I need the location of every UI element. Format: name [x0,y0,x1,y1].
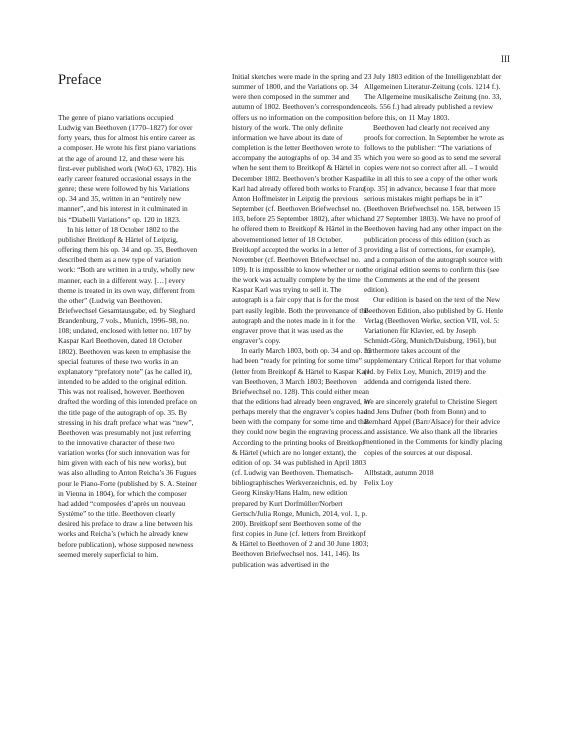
paragraph: Our edition is based on the text of the New Beethoven Edition, also published by G. Henle Verlag (Beethoven Werke, section VII, vol. 5: Variationen für Klavier, ed. by Joseph Schmidt-Görg, Munich/Duisburg, 1961), but furthermore takes account of the supplementary Critical Report for that volume (ed. by Felix Loy, Munich, 2019) and the addenda and corrigenda listed there. [364,295,504,386]
paragraph: The genre of piano variations occupied Ludwig van Beethoven (1770–1827) for over forty years, thus for almost his entire career as a composer. He wrote his first piano variations at the age of around 12, and these were his first-ever published work (WoO 63, 1782). His early career featured occasional essays in the genre; these were followed by his Variations op. 34 and 35, written in an “entirely new manner”, and his interest in it culminated in his “Diabelli Variations” op. 120 in 1823. [58,113,197,224]
column-2 [232,72,372,570]
column-2-paragraphs [232,72,372,570]
paragraph-gap [364,387,504,397]
paragraph: Felix Loy [364,477,393,487]
paragraph: Beethoven had clearly not received any proofs for correction. In September he wrote as follows to the publisher: “The variations of which you were so good as to send me several copies were not so correct after all. – I would like in all this to see a copy of the other work [op. 35] in advance, because I fear that more serious mistakes might perhaps be in it” (Beethoven Briefwechsel no. 158, between 15 and 27 September 1803). We have no proof of Beethoven having had any other impact on the publication process of this edition (such as providing a list of corrections, for example), and a comparison of the autograph source with the original edition seems to confirm this (see the Comments at the end of the present edition). [364,122,504,295]
paragraph: We are sincerely grateful to Christine Siegert and Jens Dufner (both from Bonn) and to Bernhard Appel (Barr/Alsace) for their advice and assistance. We also thank all the libraries mentioned in the Comments for kindly placing copies of the sources at our disposal. [364,396,503,457]
column-1 [58,72,198,560]
column-1-paragraphs [58,113,198,560]
paragraph: In his letter of 18 October 1802 to the publisher Breitkopf & Härtel of Leipzig, offering them his op. 34 and op. 35, Beethoven described them as a new type of variation work: “Both are written in a truly, wholly new manner, each in a different way. […] every theme is treated in its own way, different from the other” (Ludwig van Beethoven. Briefwechsel Gesamtausgabe, ed. by Sieghard Brandenburg, 7 vols., Munich, 1996–98, no. 108; undated, enclosed with letter no. 107 by Kaspar Karl Beethoven, dated 18 October 1802). Beethoven was keen to emphasise the special features of these two works in an explanatory “prefatory note” (as he called it), intended to be added to the original edition. This was not realised, however. Beethoven drafted the wording of this intended preface on the title page of the autograph of op. 35. By stressing in his draft preface what was “new”, Beethoven was presumably not just referring to the innovative character of these two variation works (for such innovation was for him given with each of his new works), but was also alluding to Anton Reicha’s 36 Fugues pour le Piano-Forte (published by S. A. Steiner in Vienna in 1804), for which the composer had added “composées d’après un nouveau Système” to the title. Beethoven clearly desired his preface to draw a line between his works and Reicha’s (which he already knew before publication), whose supposed newness seemed merely superficial to him. [58,224,198,559]
paragraph: Initial sketches were made in the spring and summer of 1800, and the Variations op. 34 were then composed in the summer and autumn of 1802. Beethoven’s correspondence offers us no information on the composition history of the work. The only definite information we have about its date of completion is the letter Beethoven wrote to accompany the autographs of op. 34 and 35 when he sent them to Breitkopf & Härtel in December 1802. Beethoven’s brother Kaspar Karl had already offered both works to Franz Anton Hoffmeister in Leipzig the previous September (cf. Beethoven Briefwechsel no. 103, before 25 September 1802), after which he offered them to Breitkopf & Härtel in the abovementioned letter of 18 October. Breitkopf accepted the works in a letter of 3 November (cf. Beethoven Briefwechsel no. 109). It is impossible to know whether or not the work was actually complete by the time Kaspar Karl was trying to sell it. The autograph is a fair copy that is for the most part easily legible. Both the provenance of the autograph and the notes made in it for the engraver prove that it was used as the engraver’s copy. [232,72,369,346]
column-3-paragraphs [364,72,504,488]
column-3 [364,72,504,488]
paragraph: Allbstadt, autumn 2018 [364,467,434,477]
page-title: Preface [58,72,102,88]
page-number: III [501,54,510,64]
paragraph-gap [364,458,504,468]
paragraph: In early March 1803, both op. 34 and op. 35 had been “ready for printing for some time” (letter from Breitkopf & Härtel to Kaspar Karl van Beethoven, 3 March 1803; Beethoven Briefwechsel no. 128). This could either mean that the editions had already been engraved, or perhaps merely that the engraver’s copies had been with the company for some time and that they could now begin the engraving process. According to the printing books of Breitkopf & Härtel (which are no longer extant), the edition of op. 34 was published in April 1803 (cf. Ludwig van Beethoven. Thematisch-bibliographisches Werkverzeichnis, ed. by Georg Kinsky/Hans Halm, new edition prepared by Kurt Dorfmüller/Norbert Gertsch/Julia Ronge, Munich, 2014, vol. 1, p. 200). Breitkopf sent Beethoven some of the first copies in June (cf. letters from Breitkopf & Härtel to Beethoven of 2 and 30 June 1803; Beethoven Briefwechsel nos. 141, 146). Its publication was advertised in the [232,346,372,569]
paragraph: 23 July 1803 edition of the Intelligenzblatt der Allgemeinen Literatur-Zeitung (cols. 1214 f.). The Allgemeine musikalische Zeitung (no. 33, cols. 556 f.) had already published a review before this, on 11 May 1803. [364,72,502,122]
